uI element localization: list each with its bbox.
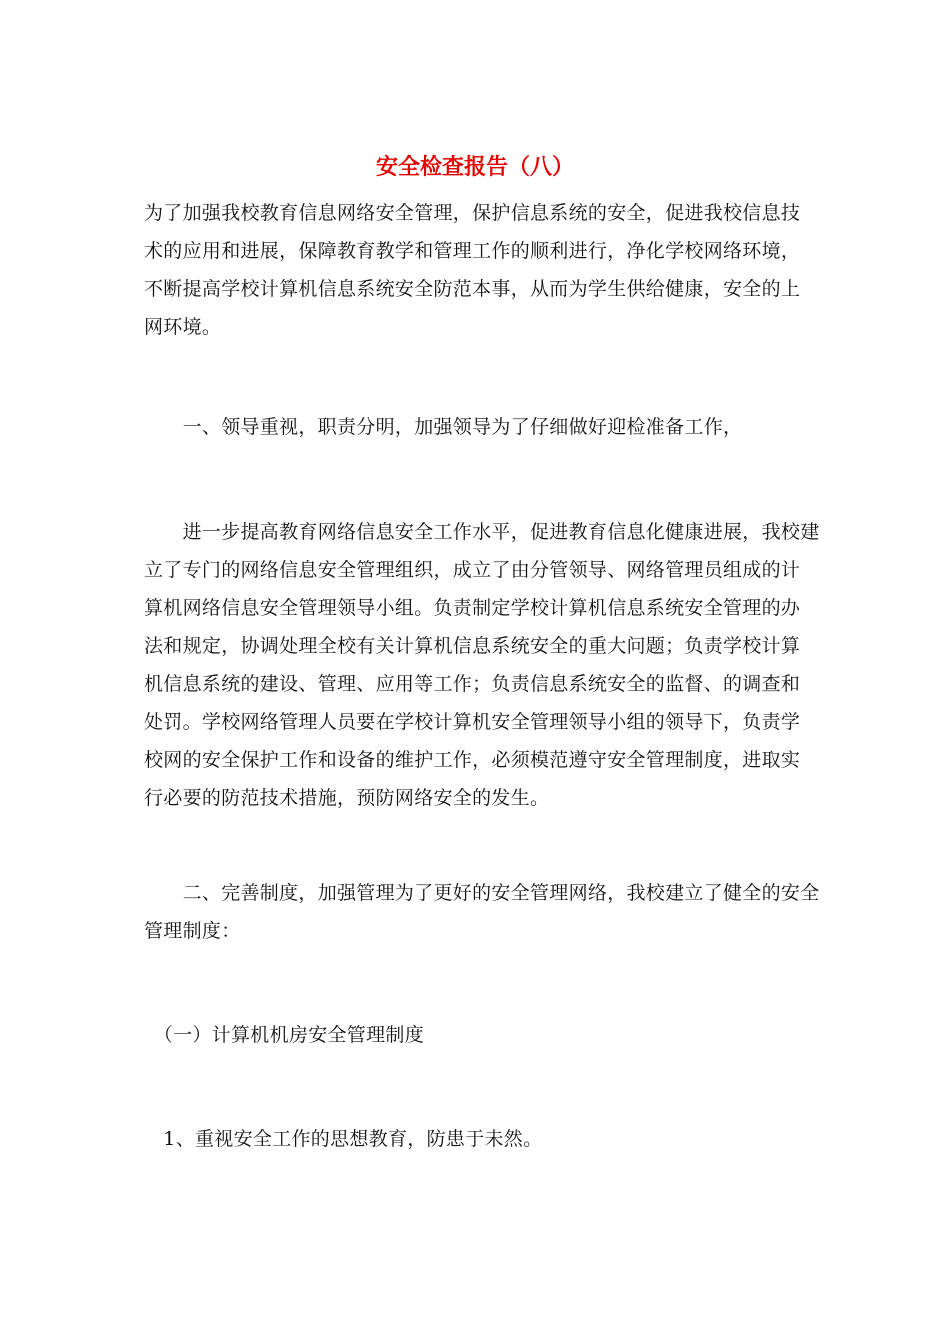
paragraph-section-1-heading [144,408,809,446]
document-title: 安全检查报告（八） [375,155,574,180]
text-line: 网环境。 [144,316,222,338]
text-line: 立了专门的网络信息安全管理组织，成立了由分管领导、网络管理员组成的计 [144,559,801,581]
text-line: 机信息系统的建设、管理、应用等工作；负责信息系统安全的监督、的调查和 [144,673,801,695]
paragraph-item-1 [144,1120,809,1158]
text-line: 为了加强我校教育信息网络安全管理，保护信息系统的安全，促进我校信息技 [144,202,801,224]
text-line: 处罚。学校网络管理人员要在学校计算机安全管理领导小组的领导下，负责学 [144,711,801,733]
text-line: 一、领导重视，职责分明，加强领导为了仔细做好迎检准备工作， [144,416,743,438]
text-line: 术的应用和进展，保障教育教学和管理工作的顺利进行，净化学校网络环境， [144,240,801,262]
paragraph-subsection-1 [144,1016,809,1054]
text-line: （一）计算机机房安全管理制度 [144,1024,425,1046]
text-line: 1、重视安全工作的思想教育，防患于未然。 [144,1128,543,1150]
text-line: 算机网络信息安全管理领导小组。负责制定学校计算机信息系统安全管理的办 [144,597,801,619]
paragraph-section-1-body [144,513,820,817]
text-line: 二、完善制度，加强管理为了更好的安全管理网络，我校建立了健全的安全 [144,882,820,904]
text-line: 校网的安全保护工作和设备的维护工作，必须模范遵守安全管理制度，进取实 [144,749,801,771]
paragraph-section-2 [144,874,820,950]
paragraph-intro [144,194,809,346]
text-line: 法和规定，协调处理全校有关计算机信息系统安全的重大问题；负责学校计算 [144,635,801,657]
text-line: 不断提高学校计算机信息系统安全防范本事，从而为学生供给健康，安全的上 [144,278,801,300]
text-line: 管理制度： [144,920,241,942]
text-line: 进一步提高教育网络信息安全工作水平，促进教育信息化健康进展，我校建 [144,521,820,543]
text-line: 行必要的防范技术措施，预防网络安全的发生。 [144,787,550,809]
